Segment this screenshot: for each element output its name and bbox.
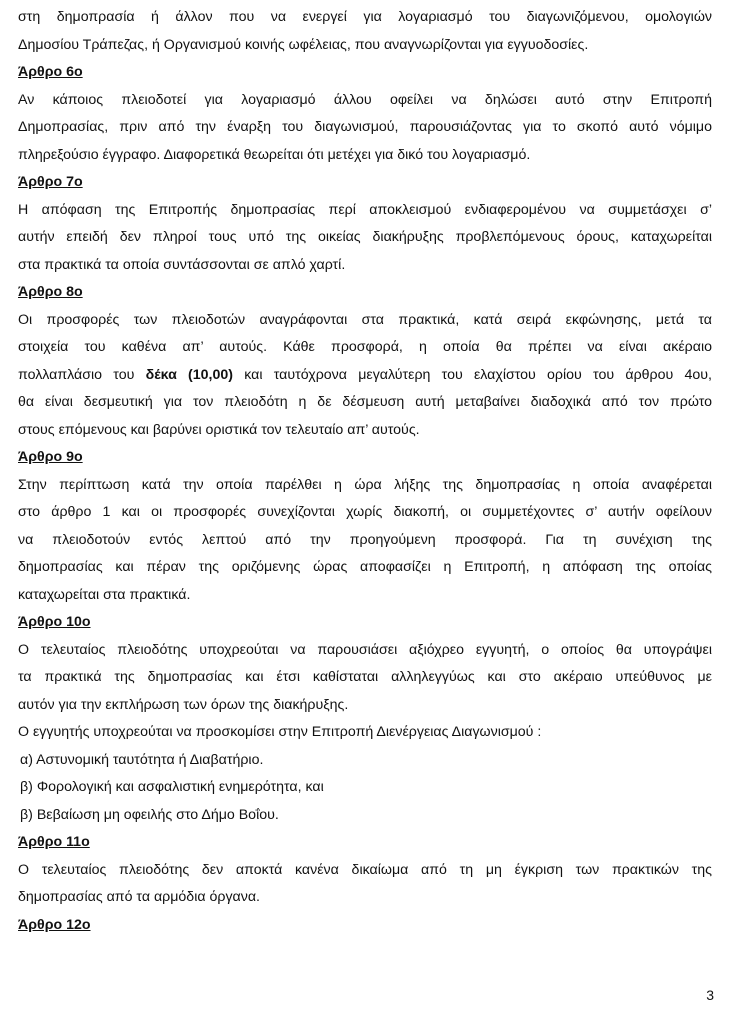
paragraph-line: δημοπρασίας και πέραν της οριζόμενης ώρας αποφασίζει η Επιτροπή, η απόφαση της οποίας <box>18 559 712 575</box>
paragraph-line: Αν κάποιος πλειοδοτεί για λογαριασμό άλλου οφείλει να δηλώσει αυτό στην Επιτροπή <box>18 91 712 108</box>
page-number: 3 <box>706 987 714 1003</box>
article-6-paragraph <box>18 87 712 170</box>
list-item: β) Βεβαίωση μη οφειλής στο Δήμο Βοΐου. <box>20 806 279 823</box>
intro-paragraph <box>18 4 712 59</box>
paragraph-line: στη δημοπρασία ή άλλον που να ενεργεί για λογαριασμό του διαγωνιζόμενου, ομολογιών <box>18 9 712 25</box>
paragraph-line: Δημοσίου Τράπεζας, ή Οργανισμού κοινής ωφέλειας, που αναγνωρίζονται για εγγυοδοσίες. <box>18 36 589 53</box>
paragraph-line: να πλειοδοτούν εντός λεπτού από την προηγούμενη προσφορά. Για τη συνέχιση της <box>18 531 712 548</box>
paragraph-line: Ο τελευταίος πλειοδότης υποχρεούται να παρουσιάσει αξιόχρεο εγγυητή, ο οποίος θα υπογράψει <box>18 641 712 658</box>
paragraph-line <box>18 362 712 390</box>
guarantor-intro: Ο εγγυητής υποχρεούται να προσκομίσει στην Επιτροπή Διενέργειας Διαγωνισμού : <box>18 724 542 740</box>
list-item: α) Αστυνομική ταυτότητα ή Διαβατήριο. <box>20 751 264 768</box>
bold-amount: δέκα (10,00) <box>145 366 233 383</box>
article-9-paragraph <box>18 472 712 610</box>
paragraph-line: στοιχεία του καθένα απ’ αυτούς. Κάθε προσφορά, η οποία θα πρέπει να είναι ακέραιο <box>18 339 712 355</box>
article-8-paragraph <box>18 307 712 445</box>
paragraph-line: στους επόμενους και βαρύνει οριστικά τον τελευταίο απ’ αυτούς. <box>18 421 420 438</box>
document-page <box>18 4 712 939</box>
paragraph-line: Στην περίπτωση κατά την οποία παρέλθει η ώρα λήξης της δημοπρασίας η οποία αναφέρεται <box>18 476 712 493</box>
article-12-heading: Άρθρο 12ο <box>18 916 91 933</box>
article-11-heading: Άρθρο 11ο <box>18 834 90 850</box>
paragraph-line: στα πρακτικά τα οποία συντάσσονται σε απλό χαρτί. <box>18 256 346 273</box>
paragraph-line: Η απόφαση της Επιτροπής δημοπρασίας περί αποκλεισμού ενδιαφερομένου να συμμετάσχει σ’ <box>18 201 712 218</box>
article-8-heading: Άρθρο 8ο <box>18 284 83 300</box>
paragraph-line: Ο τελευταίος πλειοδότης δεν αποκτά κανένα δικαίωμα από τη μη έγκριση των πρακτικών της <box>18 861 712 878</box>
article-11-paragraph <box>18 857 712 912</box>
paragraph-line: Οι προσφορές των πλειοδοτών αναγράφονται στα πρακτικά, κατά σειρά εκφώνησης, μετά τα <box>18 311 712 328</box>
paragraph-line: αυτόν για την εκπλήρωση των όρων της διακήρυξης. <box>18 696 349 713</box>
article-10-heading: Άρθρο 10ο <box>18 614 91 630</box>
list-item: β) Φορολογική και ασφαλιστική ενημερότητα, και <box>20 779 324 795</box>
paragraph-line: στο άρθρο 1 και οι προσφορές συνεχίζονται χωρίς διακοπή, οι συμμετέχοντες σ’ αυτήν οφείλουν <box>18 504 712 520</box>
text-run: πολλαπλάσιο του <box>18 366 146 383</box>
paragraph-line: τα πρακτικά της δημοπρασίας και έτσι καθίσταται αλληλεγγύως και στο ακέραιο υπεύθυνος με <box>18 669 712 685</box>
article-6-heading: Άρθρο 6ο <box>18 64 83 80</box>
paragraph-line: Δημοπρασίας, πριν από την έναρξη του διαγωνισμού, παρουσιάζοντας για το σκοπό αυτό νόμιμο <box>18 119 712 135</box>
guarantor-requirements-list <box>18 747 712 830</box>
paragraph-line: καταχωρείται στα πρακτικά. <box>18 586 191 603</box>
paragraph-line: αυτήν επειδή δεν πληροί τους υπό της οικείας διακήρυξης προβλεπόμενους όρους, καταχωρείται <box>18 229 712 245</box>
article-10-paragraph <box>18 637 712 720</box>
article-7-paragraph <box>18 197 712 280</box>
paragraph-line: θα είναι δεσμευτική για τον πλειοδότη η δε δέσμευση αυτή μεταβαίνει διαδοχικά από τον πρώτο <box>18 394 712 410</box>
paragraph-line: δημοπρασίας από τα αρμόδια όργανα. <box>18 889 260 905</box>
article-9-heading: Άρθρο 9ο <box>18 449 83 465</box>
paragraph-line: πληρεξούσιο έγγραφο. Διαφορετικά θεωρείται ότι μετέχει για δικό του λογαριασμό. <box>18 146 531 163</box>
text-run: και ταυτόχρονα μεγαλύτερη του ελαχίστου ορίου του άρθρου 4ου, <box>233 366 712 383</box>
article-7-heading: Άρθρο 7ο <box>18 174 83 190</box>
